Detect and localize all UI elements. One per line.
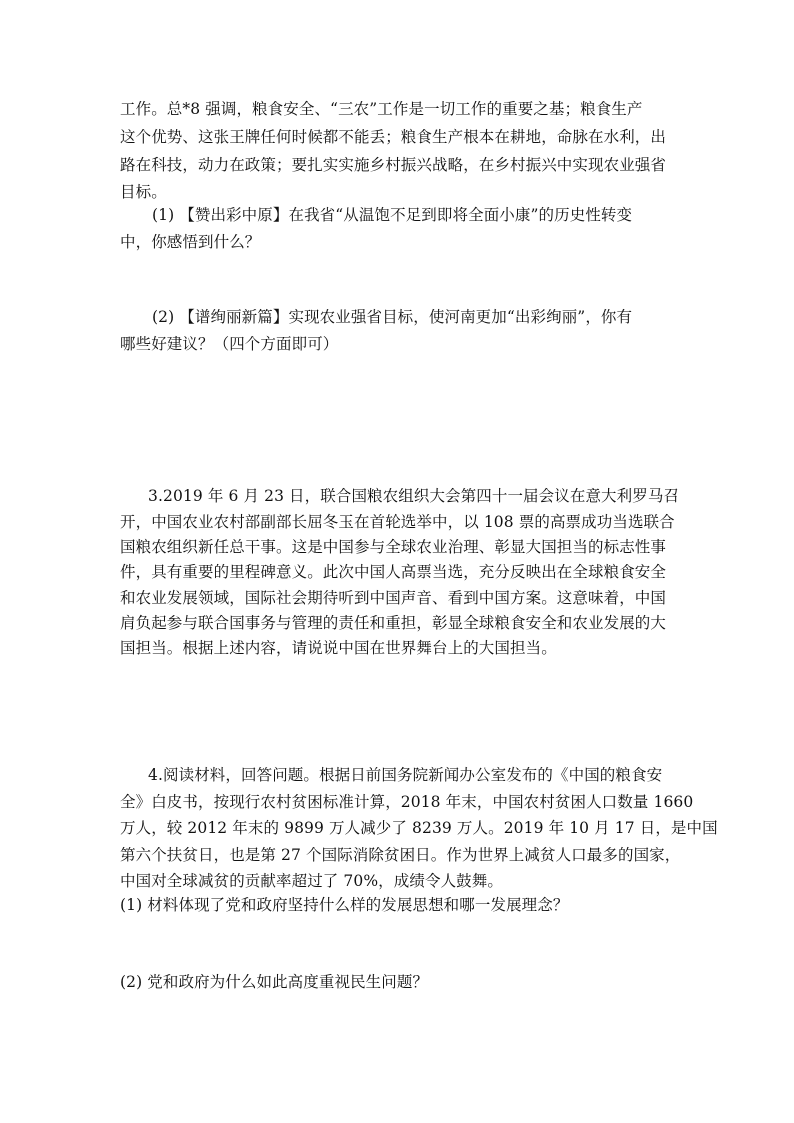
question-3: 开，中国农业农村部副部长屈冬玉在首轮选举中，以 108 票的高票成功当选联合 (120, 513, 675, 531)
question-4: 全》白皮书，按现行农村贫困标准计算，2018 年末，中国农村贫困人口数量 1660 (120, 793, 694, 811)
question-2-2: (2) 【谱绚丽新篇】实现农业强省目标，使河南更加“出彩绚丽”，你有 (152, 308, 633, 326)
question-3: 件，具有重要的里程碑意义。此次中国人高票当选，充分反映出在全球粮食安全 (120, 563, 667, 581)
question-4: 第六个扶贫日，也是第 27 个国际消除贫困日。作为世界上减贫人口最多的国家， (120, 846, 681, 864)
question-3: 3.2019 年 6 月 23 日，联合国粮农组织大会第四十一届会议在意大利罗马召 (148, 487, 680, 505)
question-2-1: (1) 【赞出彩中原】在我省“从温饱不足到即将全面小康”的历史性转变 (152, 206, 633, 224)
question-2-1: 中，你感悟到什么？ (120, 233, 261, 251)
question-3: 国担当。根据上述内容，请说说中国在世界舞台上的大国担当。 (120, 639, 557, 657)
intro-line: 这个优势、这张王牌任何时候都不能丢；粮食生产根本在耕地，命脉在水利，出 (120, 128, 667, 146)
intro-line: 工作。总*8 强调，粮食安全、“三农”工作是一切工作的重要之基；粮食生产 (120, 100, 643, 118)
question-2-2: 哪些好建议？（四个方面即可） (120, 335, 339, 353)
question-4-2: (2) 党和政府为什么如此高度重视民生问题？ (120, 973, 429, 991)
question-4: 中国对全球减贫的贡献率超过了 70%，成绩令人鼓舞。 (120, 872, 503, 890)
question-4-1: (1) 材料体现了党和政府坚持什么样的发展思想和哪一发展理念？ (120, 896, 569, 914)
question-4: 4.阅读材料，回答问题。根据日前国务院新闻办公室发布的《中国的粮食安 (148, 766, 663, 784)
question-4: 万人，较 2012 年末的 9899 万人减少了 8239 万人。2019 年 10 月 17 日，是中国 (120, 819, 718, 837)
question-3: 国粮农组织新任总干事。这是中国参与全球农业治理、彰显大国担当的标志性事 (120, 538, 667, 556)
intro-line: 目标。 (120, 183, 167, 201)
question-3: 肩负起参与联合国事务与管理的责任和重担，彰显全球粮食安全和农业发展的大 (120, 614, 667, 632)
question-3: 和农业发展领域，国际社会期待听到中国声音、看到中国方案。这意味着，中国 (120, 589, 667, 607)
intro-line: 路在科技，动力在政策；要扎实实施乡村振兴战略，在乡村振兴中实现农业强省 (120, 156, 667, 174)
